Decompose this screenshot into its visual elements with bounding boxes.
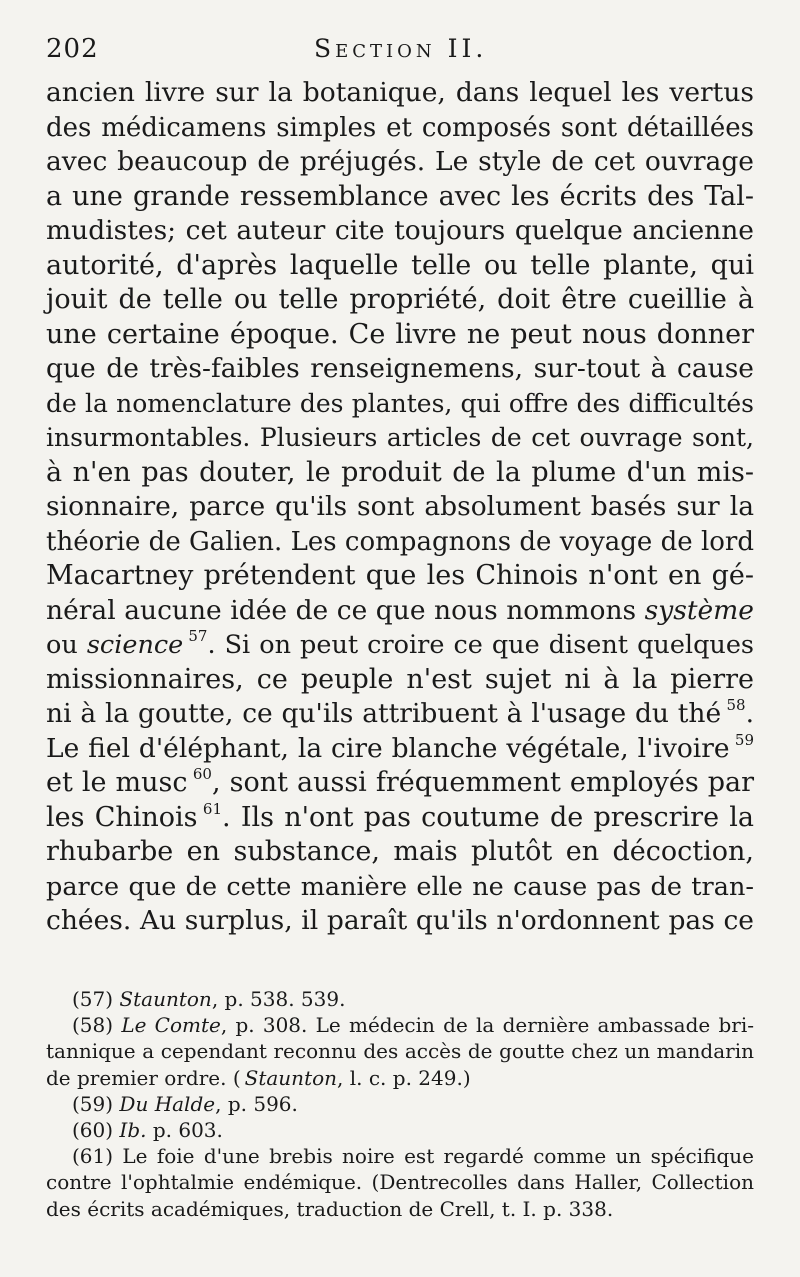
footnote-text: , p. 596. bbox=[215, 1091, 298, 1116]
text-line: des médicamens simples et composés sont détaillées bbox=[46, 112, 754, 143]
footnote-author: Staunton bbox=[244, 1065, 338, 1090]
footnote-text: de premier ordre. ( bbox=[46, 1065, 241, 1090]
note-reference: 58 bbox=[726, 696, 746, 714]
footnote-text: , p. 308. Le médecin de la dernière ambassade bri- bbox=[220, 1013, 755, 1038]
text-line: a une grande ressemblance avec les écrits des Tal- bbox=[46, 180, 754, 212]
text-line: rhubarbe en substance, mais plutôt en décoction, bbox=[46, 836, 754, 867]
text-line: sionnaire, parce qu'ils sont absolument basés sur la bbox=[46, 491, 754, 522]
text-fragment: . Ils n'ont pas coutume de prescrire la bbox=[222, 801, 755, 833]
text-line: une certaine époque. Ce livre ne peut nous donner bbox=[46, 318, 754, 350]
text-line bbox=[46, 697, 754, 732]
text-line bbox=[46, 594, 754, 629]
main-text bbox=[46, 76, 754, 939]
page-header bbox=[46, 28, 760, 68]
text-line: autorité, d'après laquelle telle ou telle plante, qui bbox=[46, 249, 754, 281]
text-line: insurmontables. Plusieurs articles de cet ouvrage sont, bbox=[46, 423, 754, 452]
footnote-author: Ib. bbox=[119, 1117, 147, 1142]
footnote-text: Le foie d'une brebis noire est regardé comme un spécifique bbox=[122, 1144, 754, 1169]
footnote-57 bbox=[46, 986, 754, 1012]
text-line: mudistes; cet auteur cite toujours quelque ancienne bbox=[46, 215, 754, 246]
footnote-author: Staunton bbox=[119, 987, 212, 1011]
text-line: que de très-faibles renseignemens, sur-tout à cause bbox=[46, 353, 754, 384]
text-line: jouit de telle ou telle propriété, doit être cueillie à bbox=[46, 284, 754, 315]
text-line: à n'en pas douter, le produit de la plume d'un mis- bbox=[46, 456, 754, 488]
note-reference: 59 bbox=[734, 730, 754, 749]
text-line: de la nomenclature des plantes, qui offre des difficultés bbox=[46, 388, 754, 418]
text-fragment: , sont aussi fréquemment employés par bbox=[211, 767, 755, 798]
text-fragment: . bbox=[745, 698, 754, 729]
footnote-text: , l. c. p. 249.) bbox=[337, 1065, 471, 1090]
text-line: avec beaucoup de préjugés. Le style de cet ouvrage bbox=[46, 146, 754, 177]
footnote-number: (60) bbox=[72, 1117, 114, 1142]
text-fragment: . Si on peut croire ce que disent quelques bbox=[207, 630, 755, 660]
text-line bbox=[46, 801, 754, 836]
text-fragment: Le fiel d'éléphant, la cire blanche végétale, l'ivoire bbox=[46, 732, 730, 764]
footnote-number: (57) bbox=[72, 987, 114, 1011]
italic-word: science bbox=[86, 630, 184, 660]
footnote-number: (59) bbox=[72, 1091, 114, 1116]
text-fragment: les Chinois bbox=[46, 801, 198, 833]
footnote-line bbox=[46, 1065, 754, 1091]
footnote-59 bbox=[46, 1091, 754, 1117]
footnote-number: (58) bbox=[72, 1013, 114, 1038]
text-line bbox=[46, 628, 754, 663]
footnote-line: tannique a cependant reconnu des accès de goutte chez un mandarin bbox=[46, 1039, 754, 1064]
text-line: chées. Au surplus, il paraît qu'ils n'ordonnent pas ce bbox=[46, 905, 754, 936]
footnote-author: Du Halde bbox=[119, 1091, 216, 1116]
note-reference: 57 bbox=[188, 627, 208, 645]
text-fragment: ou bbox=[46, 630, 78, 660]
footnote-text: , p. 538. 539. bbox=[211, 987, 346, 1011]
footnote-number: (61) bbox=[72, 1144, 114, 1169]
text-fragment: néral aucune idée de ce que nous nommons bbox=[46, 594, 637, 626]
text-line: théorie de Galien. Les compagnons de voyage de lord bbox=[46, 526, 754, 557]
italic-word: système bbox=[644, 594, 754, 626]
running-head: Section II. bbox=[314, 34, 488, 63]
page-number: 202 bbox=[46, 34, 99, 64]
text-line: parce que de cette manière elle ne cause pas de tran- bbox=[46, 871, 754, 902]
footnote-60 bbox=[46, 1117, 754, 1143]
footnotes bbox=[46, 986, 754, 1222]
text-line: ancien livre sur la botanique, dans lequel les vertus bbox=[46, 77, 754, 108]
note-reference: 60 bbox=[192, 765, 212, 783]
footnote-line: contre l'ophtalmie endémique. (Dentrecolles dans Haller, Collection bbox=[46, 1170, 754, 1195]
footnote-author: Le Comte bbox=[121, 1013, 221, 1038]
text-fragment: et le musc bbox=[46, 767, 188, 798]
text-line: Macartney prétendent que les Chinois n'ont en gé- bbox=[46, 560, 754, 591]
footnote-61 bbox=[46, 1143, 754, 1169]
footnote-text: p. 603. bbox=[146, 1117, 223, 1142]
text-line bbox=[46, 766, 754, 801]
text-fragment: ni à la goutte, ce qu'ils attribuent à l'usage du thé bbox=[46, 698, 722, 729]
footnote-58 bbox=[46, 1012, 754, 1038]
note-reference: 61 bbox=[202, 799, 223, 818]
text-line: missionnaires, ce peuple n'est sujet ni à la pierre bbox=[46, 663, 754, 695]
footnote-line: des écrits académiques, traduction de Crell, t. I. p. 338. bbox=[46, 1196, 614, 1221]
text-line bbox=[46, 732, 754, 767]
